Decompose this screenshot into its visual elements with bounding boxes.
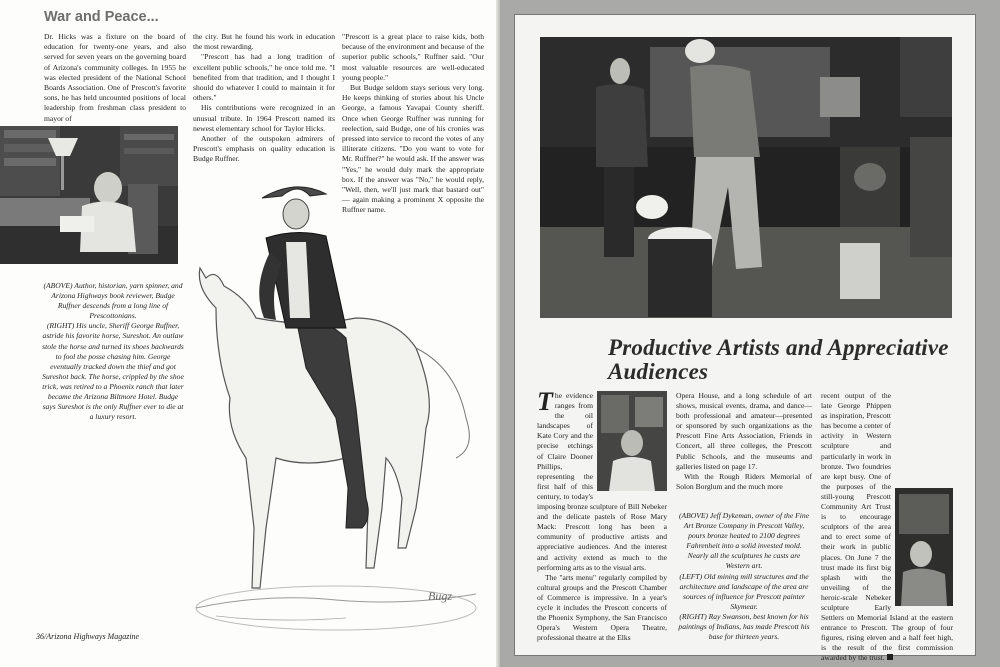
paragraph: But Budge seldom stays serious very long. He keeps thinking of stories about his Uncle George, a famous Yavapai County sheriff. Once when George Ruffner was running for reelection, said Budge, one of his cronies was pressed into service to record the votes of any illiterate citizens. "Do you want to vote for Mr. Ruffner?" he would ask. If the answer was "Yes," he would duly mark the appropriate box. If the answer was "No," he would reply, "Well, then, we'll just mark that bastard out" — again making a prominent X opposite the Ruffner name.	[342, 83, 484, 215]
author-photo	[0, 126, 178, 264]
svg-text:Bugz: Bugz	[428, 589, 452, 603]
right-column-1	[537, 387, 667, 643]
foundry-photo	[540, 37, 952, 318]
end-mark-icon	[887, 654, 893, 660]
paragraph: With the Rough Riders Memorial of Solon Borglum and the much more	[676, 471, 812, 491]
right-caption	[676, 511, 812, 642]
paragraph: His contributions were recognized in an unusual tribute. In 1964 Prescott named its newest elementary school for Taylor Hicks.	[193, 103, 335, 133]
paragraph: recent output of the late George Phippen as inspiration, Prescott has become a center of activity in Western sculpture and particularly in work in bronze. Two foundries are kept busy. One of the purposes of the still-young Prescott Community Art Trust is to encourage sculptors of the area and to erect some of their work in public places. On June 7 the trust made its first big splash with the unveiling of the heroic-scale Nebeker sculpture Early Settlers on Memorial Island at the eastern entrance to Prescott. The group of four figures, rising eleven and a half feet high, is the result of the first commission awarded by the trust.	[821, 391, 953, 663]
right-column-2	[676, 391, 812, 492]
paragraph: Dr. Hicks was a fixture on the board of education for twenty-one years, and also served for seven years on the governing board of Arizona's community colleges. In 1955 he was elected president of the National School Boards Association. One of Prescott's favorite sons, he has held uncounted positions of local leadership from freshman class president to mayor of	[44, 32, 186, 123]
painter-photo	[597, 391, 667, 491]
paragraph: "Prescott is a great place to raise kids, both because of the environment and because of the superior public schools," Ruffner said. "Our most valuable resources are well-educated young people."	[342, 32, 484, 82]
right-column-3	[821, 391, 953, 664]
paragraph: Another of the outspoken admirers of Prescott's emphasis on quality education is Budge Ruffner.	[193, 134, 335, 164]
page-folio: 36/Arizona Highways Magazine	[36, 632, 140, 641]
swanson-photo	[895, 488, 953, 606]
caption-above: (ABOVE) Jeff Dykeman, owner of the Fine Art Bronze Company in Prescott Valley, pours bronze heated to 2100 degrees Fahrenheit into a solid invested mold. Nearly all the sculptures he casts are Western art.	[678, 511, 810, 571]
drop-cap: T	[537, 387, 553, 416]
paragraph: the city. But he found his work in education the most rewarding.	[193, 32, 335, 52]
section-heading: War and Peace...	[44, 9, 159, 25]
caption-left: (LEFT) Old mining mill structures and the architecture and landscape of the area are sources of influence for Prescott painter Skymear.	[679, 571, 809, 611]
caption-right: (RIGHT) Ray Swanson, best known for his paintings of Indians, has made Prescott his base for thirteen years.	[678, 611, 810, 642]
article-title: Productive Artists and Appreciative Audiences	[608, 335, 949, 384]
right-page	[500, 0, 1000, 667]
paragraph: Opera House, and a long schedule of art shows, musical events, drama, and dance—both professional and amateur—presented or sponsored by such organizations as the Prescott Fine Arts Association, Friends in Concert, all three colleges, the Prescott Public Schools, and the museums and galleries listed on page 17.	[676, 391, 812, 471]
paragraph: he evidence ranges from the oil landscapes of Kate Cory and the precise etchings of Claire Dooner Phillips, representing the first half of this century, to today's imposing bronze sculpture of Bill Nebeker and the delicate pastels of Rose Mary Mack: Prescott long has been a community of productive artists and appreciative audiences. And the interest and activity extend as much to the performing arts as to the visual arts.	[537, 391, 667, 572]
rider-illustration	[186, 168, 486, 648]
caption-above: (ABOVE) Author, historian, yarn spinner, and Arizona Highways book reviewer, Budge Ruffner descends from a long line of Prescottonians.	[43, 281, 183, 321]
left-column-1	[44, 32, 186, 124]
left-caption	[42, 281, 184, 422]
paragraph: "Prescott has had a long tradition of excellent public schools," he once told me. "I benefited from that tradition, and I thought I should do whatever I could to maintain it for others."	[193, 52, 335, 103]
paragraph: The "arts menu" regularly compiled by cultural groups and the Prescott Chamber of Commerce is impressive. In a year's cycle it includes the Prescott concerts of the Phoenix Symphony, the San Francisco Opera's Western Opera Theatre, professional theatre at the Elks	[537, 572, 667, 643]
left-column-2	[193, 32, 335, 165]
caption-right: (RIGHT) His uncle, Sheriff George Ruffner, astride his favorite horse, Sureshot. An outlaw stole the horse and turned its shoes backwards to fool the posse chasing him. George eventually tracked down the thief and got Sureshot back. The horse, crippled by the shoe trick, was retired to a Phoenix ranch that later became the Arizona Biltmore Hotel. Budge says Sureshot is the only Ruffner ever to die at a luxury resort.	[42, 321, 184, 422]
